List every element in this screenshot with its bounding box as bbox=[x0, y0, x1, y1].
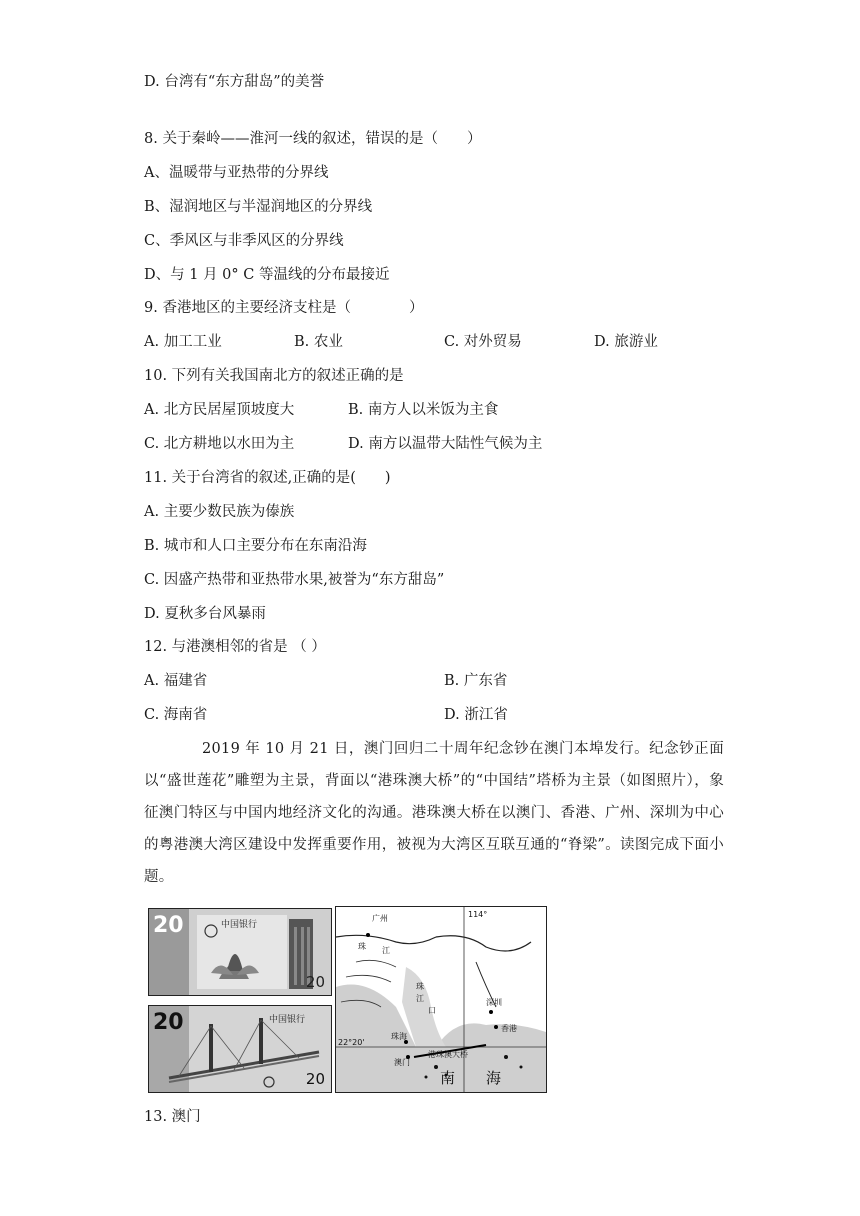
q11-option-c: C. 因盛产热带和亚热带水果,被誉为“东方甜岛” bbox=[144, 572, 445, 588]
q8-option-a: A、温暖带与亚热带的分界线 bbox=[144, 165, 329, 181]
map-label-south-nan: 南 bbox=[440, 1069, 456, 1087]
q11-option-d: D. 夏秋多台风暴雨 bbox=[144, 606, 266, 622]
q11-option-a: A. 主要少数民族为傣族 bbox=[144, 504, 295, 520]
q10-option-c: C. 北方耕地以水田为主 bbox=[144, 436, 295, 452]
banknote-front-image bbox=[148, 908, 332, 996]
pearl-river-delta-map bbox=[335, 906, 547, 1093]
map-label-macau: 澳门 bbox=[394, 1058, 410, 1067]
banknote-front-bank-name: 中国银行 bbox=[221, 920, 258, 930]
map-label-pearl-river-jiang: 江 bbox=[382, 946, 390, 955]
map-label-estuary-zhu: 珠 bbox=[416, 982, 424, 991]
q8-option-c: C、季风区与非季风区的分界线 bbox=[144, 233, 344, 249]
banknote-back-denomination: 20 bbox=[153, 1010, 184, 1035]
map-label-hongkong: 香港 bbox=[501, 1024, 517, 1033]
banknote-front-corner-denomination: 20 bbox=[305, 973, 325, 991]
map-label-south-hai: 海 bbox=[486, 1069, 502, 1087]
q8-stem: 8. 关于秦岭——淮河一线的叙述，错误的是（ ） bbox=[144, 131, 482, 147]
q10-stem: 10. 下列有关我国南北方的叙述正确的是 bbox=[144, 368, 404, 384]
q8-option-b: B、湿润地区与半湿润地区的分界线 bbox=[144, 199, 373, 215]
q9-option-b: B. 农业 bbox=[294, 334, 343, 350]
q10-option-d: D. 南方以温带大陆性气候为主 bbox=[348, 436, 543, 452]
map-label-guangzhou: 广州 bbox=[372, 914, 388, 923]
q12-option-a: A. 福建省 bbox=[144, 673, 208, 689]
banknote-back-corner-denomination: 20 bbox=[305, 1070, 325, 1088]
banknote-back-bank-name: 中国银行 bbox=[269, 1015, 306, 1025]
map-label-shenzhen: 深圳 bbox=[486, 998, 502, 1007]
q9-option-c: C. 对外贸易 bbox=[444, 334, 522, 350]
map-label-longitude: 114° bbox=[468, 910, 488, 919]
map-label-bridge: 港珠澳大桥 bbox=[428, 1050, 468, 1059]
q12-option-d: D. 浙江省 bbox=[444, 707, 508, 723]
q11-option-b: B. 城市和人口主要分布在东南沿海 bbox=[144, 538, 367, 554]
map-label-latitude: 22°20' bbox=[338, 1038, 365, 1047]
q8-option-d: D、与 1 月 0° C 等温线的分布最接近 bbox=[144, 267, 390, 283]
reading-passage: 2019 年 10 月 21 日，澳门回归二十周年纪念钞在澳门本埠发行。纪念钞正面以“盛世莲花”雕塑为主景，背面以“港珠澳大桥”的“中国结”塔桥为主景（如图照片），象征澳门特区与中国内地经济文化的沟通。港珠澳大桥在以澳门、香港、广州、深圳为中心的粤港澳大湾区建设中发挥重要作用，被视为大湾区互联互通的“脊梁”。读图完成下面小题。 bbox=[144, 741, 724, 885]
q9-option-d: D. 旅游业 bbox=[594, 334, 658, 350]
q10-option-a: A. 北方民居屋顶坡度大 bbox=[144, 402, 295, 418]
map-label-estuary-jiang: 江 bbox=[416, 994, 424, 1003]
q11-stem: 11. 关于台湾省的叙述,正确的是( ) bbox=[144, 470, 391, 486]
banknote-front-denomination: 20 bbox=[153, 913, 184, 938]
q9-stem: 9. 香港地区的主要经济支柱是（ ） bbox=[144, 300, 424, 316]
map-label-estuary-kou: 口 bbox=[428, 1006, 436, 1015]
map-svg bbox=[336, 907, 546, 1092]
q12-stem: 12. 与港澳相邻的省是 （ ） bbox=[144, 639, 326, 655]
banknote-back-image bbox=[148, 1005, 332, 1093]
q13-stem: 13. 澳门 bbox=[144, 1109, 201, 1125]
q12-option-b: B. 广东省 bbox=[444, 673, 508, 689]
map-label-pearl-river-zhu: 珠 bbox=[358, 942, 366, 951]
q10-option-b: B. 南方人以米饭为主食 bbox=[348, 402, 499, 418]
q9-option-a: A. 加工工业 bbox=[144, 334, 222, 350]
map-label-zhuhai: 珠海 bbox=[391, 1032, 407, 1041]
q12-option-c: C. 海南省 bbox=[144, 707, 208, 723]
q7-option-d: D. 台湾有“东方甜岛”的美誉 bbox=[144, 74, 325, 90]
